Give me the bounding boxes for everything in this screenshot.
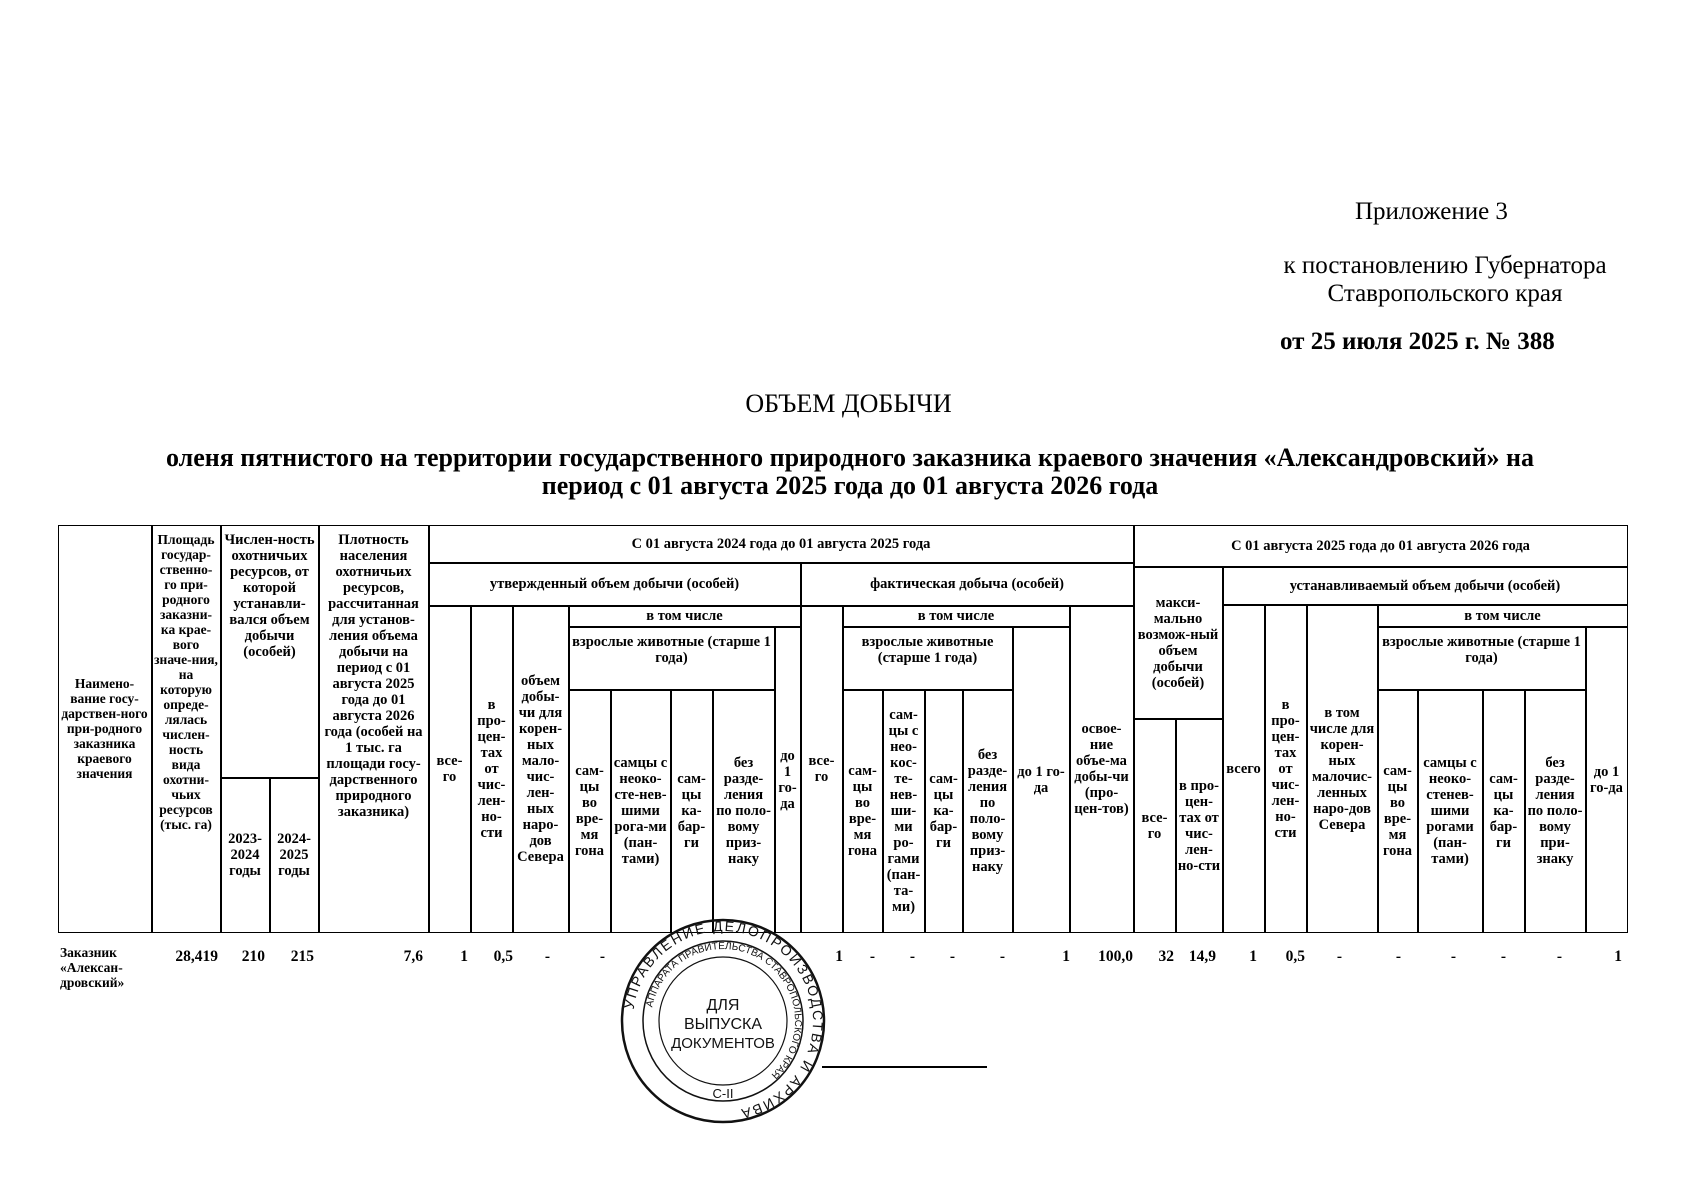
cell-actual-females: - <box>949 948 955 965</box>
header-actual-under1: до 1 го-да <box>1013 627 1070 933</box>
stamp-code: С-II <box>712 1086 734 1101</box>
cell-approved-indigenous: - <box>544 948 550 965</box>
appendix-label: Приложение 3 <box>1355 198 1508 225</box>
cell-approved-males-rut: - <box>599 948 605 965</box>
stamp-ring-text: УПРАВЛЕНИЕ ДЕЛОПРОИЗВОДСТВА И АРХИВА <box>620 918 826 1123</box>
header-est-males-rut: сам-цы во вре-мя гона <box>1378 690 1418 933</box>
decree-date-number: от 25 июля 2025 г. № 388 <box>1280 328 1555 355</box>
cell-actual-males-unossified: - <box>909 948 915 965</box>
header-est-under1: до 1 го-да <box>1586 627 1628 933</box>
document-title: ОБЪЕМ ДОБЫЧИ <box>745 389 952 418</box>
header-est-females: сам-цы ка-бар-ги <box>1483 690 1525 933</box>
header-approved-males-rut: сам-цы во вре-мя гона <box>569 690 611 933</box>
header-actual: фактическая добыча (особей) <box>801 563 1134 606</box>
cell-est-males-unossified: - <box>1450 948 1456 965</box>
cell-est-no-sex: - <box>1556 948 1562 965</box>
cell-density: 7,6 <box>403 948 423 965</box>
official-stamp <box>620 918 826 1124</box>
cell-max-total: 32 <box>1158 948 1174 965</box>
header-approved-males-unossified: самцы с неоко-сте-нев-шими рога-ми (пан-тами) <box>611 690 671 933</box>
header-period-next: С 01 августа 2025 года до 01 августа 2026 года <box>1134 525 1628 567</box>
header-actual-males-unossified: сам-цы с нео-кос-те-нев-ши-ми ро-гами (пан-та-ми) <box>883 690 925 933</box>
header-est-indigenous: в том числе для корен-ных малочис-ленных наро-дов Севера <box>1307 605 1378 933</box>
header-period-prev: С 01 августа 2024 года до 01 августа 2025 года <box>429 525 1134 563</box>
header-name: Наимено-вание госу-дарствен-ного при-родного заказника краевого значения <box>58 525 152 933</box>
cell-area: 28,419 <box>175 948 218 965</box>
header-actual-females: сам-цы ка-бар-ги <box>925 690 963 933</box>
header-approved-females: сам-цы ка-бар-ги <box>671 690 713 933</box>
header-max-possible: макси-мально возмож-ный объем добычи (особей) <box>1134 567 1223 719</box>
decree-reference: к постановлению Губернатора Ставропольского края <box>1283 252 1607 307</box>
cell-est-males-rut: - <box>1395 948 1401 965</box>
header-approved-total: все-го <box>429 606 471 933</box>
header-established: устанавливаемый объем добычи (особей) <box>1223 567 1628 605</box>
header-approved-percent: в про-цен-тах от чис-лен-но-сти <box>471 606 513 933</box>
header-est-percent: в про-цен-тах от чис-лен-но-сти <box>1265 605 1307 933</box>
header-density: Плотность населения охотничьих ресурсов, рассчитанная для установ-ления объема добычи на период с 01 августа 2025 года до 01 августа 2026 года (особей на 1 тыс. га площади госу-дарственного природного заказника) <box>319 525 429 933</box>
header-max-total: все-го <box>1134 719 1176 933</box>
header-approved-including: в том числе <box>569 606 801 627</box>
header-est-including: в том числе <box>1378 605 1628 627</box>
header-approved-no-sex: без разде-ления по поло-вому приз-наку <box>713 690 775 933</box>
cell-approved-total: 1 <box>460 948 468 965</box>
cell-pop-2024: 215 <box>290 948 314 965</box>
cell-actual-males-rut: - <box>869 948 875 965</box>
cell-est-indigenous: - <box>1336 948 1342 965</box>
cell-est-total: 1 <box>1249 948 1257 965</box>
header-approved-adults: взрослые животные (старше 1 года) <box>569 627 775 690</box>
document-subtitle: оленя пятнистого на территории государственного природного заказника краевого значения «Александровский» на период с 01 августа 2025 года до 01 августа 2026 года <box>165 443 1535 500</box>
cell-max-percent: 14,9 <box>1188 948 1216 965</box>
header-est-total: всего <box>1223 605 1265 933</box>
cell-est-percent: 0,5 <box>1285 948 1305 965</box>
signature-line <box>822 1066 987 1068</box>
cell-est-under1: 1 <box>1614 948 1622 965</box>
header-approved-under1: до 1 го-да <box>775 627 801 933</box>
stamp-center-line1: ДЛЯ <box>706 997 740 1014</box>
cell-mastery: 100,0 <box>1098 948 1133 965</box>
header-area: Площадь государ-ственно-го при-родного заказни-ка крае-вого значе-ния, на которую опреде-лялась числен-ность вида охотни-чьих ресурсов (тыс. га) <box>152 525 221 933</box>
header-actual-males-rut: сам-цы во вре-мя гона <box>843 690 883 933</box>
header-approved: утвержденный объем добычи (особей) <box>429 563 801 606</box>
header-max-percent: в про-цен-тах от чис-лен-но-сти <box>1176 719 1223 933</box>
cell-actual-total: 1 <box>835 948 843 965</box>
header-population: Числен-ность охотничьих ресурсов, от которой устанавли-вался объем добычи (особей) <box>221 525 319 778</box>
harvest-volume-table <box>58 525 1628 933</box>
header-pop-2023: 2023-2024 годы <box>221 778 270 933</box>
header-pop-2024: 2024-2025 годы <box>270 778 319 933</box>
cell-est-females: - <box>1500 948 1506 965</box>
header-approved-indigenous: объем добы-чи для корен-ных мало-чис-лен-ных наро-дов Севера <box>513 606 569 933</box>
cell-pop-2023: 210 <box>241 948 265 965</box>
cell-actual-no-sex: - <box>999 948 1005 965</box>
header-actual-adults: взрослые животные (старше 1 года) <box>843 627 1013 690</box>
header-est-adults: взрослые животные (старше 1 года) <box>1378 627 1586 690</box>
stamp-center-line2: ВЫПУСКА <box>683 1016 763 1033</box>
cell-approved-percent: 0,5 <box>493 948 513 965</box>
header-mastery: освое-ние объе-ма добы-чи (про-цен-тов) <box>1070 606 1134 933</box>
header-actual-no-sex: без разде-ления по поло-вому приз-наку <box>963 690 1013 933</box>
cell-name: Заказник «Алексан-дровский» <box>60 945 125 990</box>
stamp-center-line3: ДОКУМЕНТОВ <box>671 1035 775 1052</box>
header-actual-including: в том числе <box>843 606 1070 627</box>
cell-actual-under1: 1 <box>1062 948 1070 965</box>
header-est-males-unossified: самцы с неоко-стенев-шими рогами (пан-тами) <box>1418 690 1483 933</box>
header-est-no-sex: без разде-ления по поло-вому при-знаку <box>1525 690 1586 933</box>
stamp-inner-text: АППАРАТА ПРАВИТЕЛЬСТВА СТАВРОПОЛЬСКОГО КРАЯ <box>644 940 804 1081</box>
header-actual-total: все-го <box>801 606 843 933</box>
